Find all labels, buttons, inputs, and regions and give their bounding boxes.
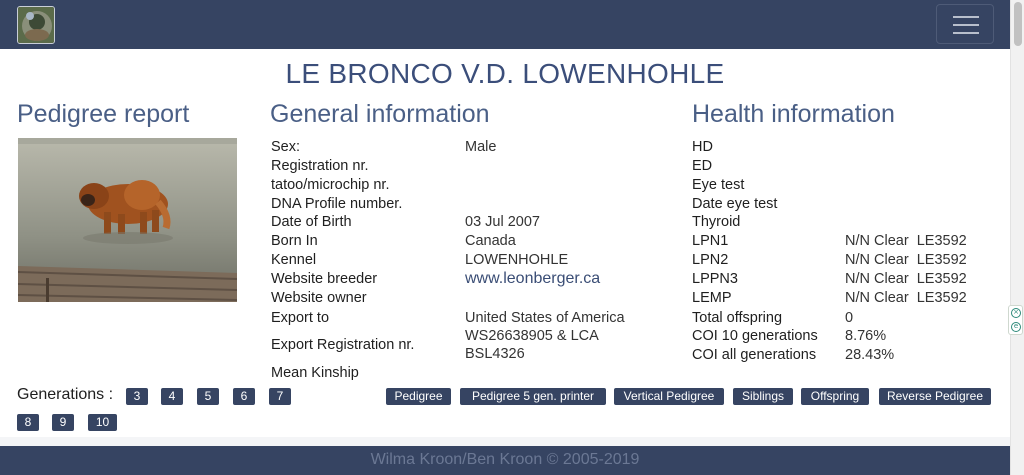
generations-label: Generations : (17, 386, 114, 403)
generation-5-button[interactable]: 5 (197, 388, 219, 405)
pedigree-report-heading: Pedigree report (17, 100, 190, 128)
vertical-pedigree-button[interactable]: Vertical Pedigree (614, 388, 724, 405)
close-icon[interactable]: × (1011, 308, 1021, 318)
date-of-birth-label: Date of Birth (271, 214, 352, 230)
coi-all-label: COI all generations (692, 347, 817, 363)
total-offspring-value: 0 (845, 310, 854, 326)
kennel-value: LOWENHOHLE (465, 252, 569, 268)
export-registration-value: WS26638905 & LCA (465, 328, 599, 344)
coi-10-label: COI 10 generations (692, 328, 818, 344)
lemp-label: LEMP (692, 290, 732, 306)
thyroid-label: Thyroid (692, 214, 741, 230)
dog-photo (18, 138, 237, 302)
reverse-pedigree-button[interactable]: Reverse Pedigree (879, 388, 991, 405)
menu-toggle-button[interactable] (936, 4, 994, 44)
export-registration-value-line2: BSL4326 (465, 346, 525, 362)
coi-10-value: 8.76% (845, 328, 887, 344)
generation-6-button[interactable]: 6 (233, 388, 255, 405)
health-information-heading: Health information (692, 100, 895, 128)
mean-kinship-label: Mean Kinship (271, 365, 359, 381)
dna-profile-label: DNA Profile number. (271, 196, 403, 212)
sex-label: Sex: (271, 139, 301, 155)
coi-all-value: 28.43% (845, 347, 895, 363)
footer (0, 446, 1010, 475)
siblings-button[interactable]: Siblings (733, 388, 793, 405)
lemp-value: N/N Clear LE3592 (845, 290, 967, 306)
date-eye-test-label: Date eye test (692, 196, 778, 212)
lppn3-label: LPPN3 (692, 271, 738, 287)
registration-nr-label: Registration nr. (271, 158, 369, 174)
offspring-button[interactable]: Offspring (801, 388, 869, 405)
kennel-label: Kennel (271, 252, 317, 268)
total-offspring-label: Total offspring (692, 310, 783, 326)
website-breeder-label: Website breeder (271, 271, 378, 287)
export-to-label: Export to (271, 310, 330, 326)
footer-divider (0, 437, 1010, 446)
lpn1-label: LPN1 (692, 233, 729, 249)
generation-3-button[interactable]: 3 (126, 388, 148, 405)
hamburger-icon (953, 16, 979, 18)
generation-4-button[interactable]: 4 (161, 388, 183, 405)
pedigree-5-gen-printer-button[interactable]: Pedigree 5 gen. printer (460, 388, 606, 405)
born-in-value: Canada (465, 233, 516, 249)
pedigree-button[interactable]: Pedigree (386, 388, 451, 405)
site-logo[interactable] (17, 6, 55, 44)
generation-8-button[interactable]: 8 (17, 414, 39, 431)
lpn2-value: N/N Clear LE3592 (845, 252, 967, 268)
lppn3-value: N/N Clear LE3592 (845, 271, 967, 287)
lpn2-label: LPN2 (692, 252, 729, 268)
general-information-heading: General information (270, 100, 490, 128)
export-registration-label: Export Registration nr. (271, 337, 415, 353)
page-scrollbar[interactable] (1010, 0, 1024, 475)
sex-value: Male (465, 139, 497, 155)
page-title: LE BRONCO V.D. LOWENHOHLE (285, 58, 725, 89)
ed-label: ED (692, 158, 713, 174)
footer-copyright: Wilma Kroon/Ben Kroon © 2005-2019 (370, 451, 640, 468)
date-of-birth-value: 03 Jul 2007 (465, 214, 540, 230)
scrollbar-thumb[interactable] (1014, 2, 1022, 46)
microchip-label: tatoo/microchip nr. (271, 177, 390, 193)
extension-icon[interactable]: e (1011, 322, 1021, 332)
navbar (0, 0, 1010, 49)
born-in-label: Born In (271, 233, 318, 249)
hd-label: HD (692, 139, 713, 155)
lpn1-value: N/N Clear LE3592 (845, 233, 967, 249)
side-widget[interactable] (1008, 305, 1023, 335)
generation-7-button[interactable]: 7 (269, 388, 291, 405)
eye-test-label: Eye test (692, 177, 745, 193)
website-owner-label: Website owner (271, 290, 367, 306)
export-to-value: United States of America (465, 310, 625, 326)
generation-9-button[interactable]: 9 (52, 414, 74, 431)
generation-10-button[interactable]: 10 (88, 414, 117, 431)
website-breeder-link[interactable]: www.leonberger.ca (465, 270, 601, 287)
